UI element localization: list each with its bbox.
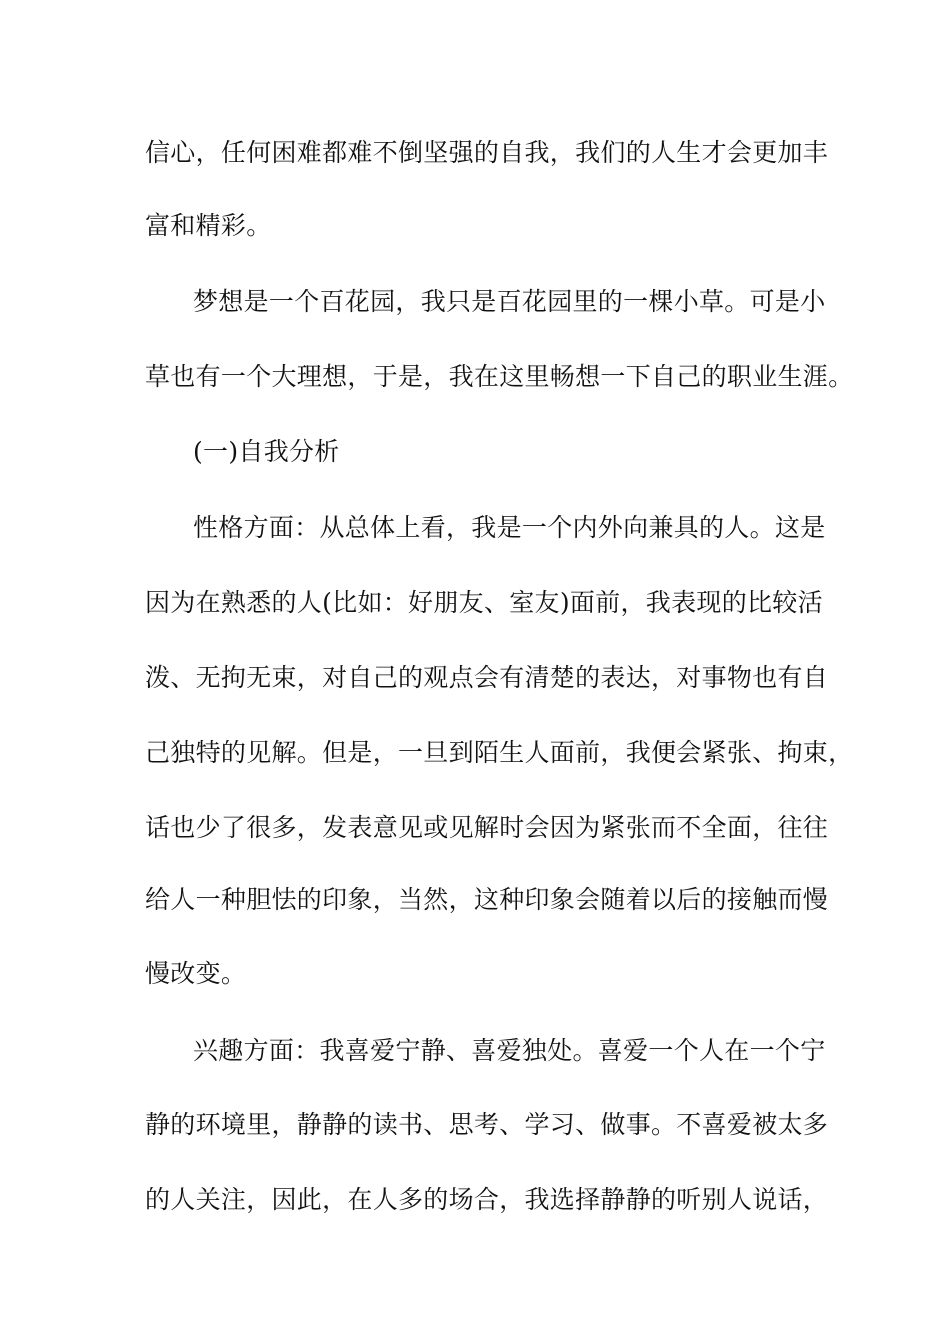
paragraph-start-line: 性格方面：从总体上看，我是一个内外向兼具的人。这是 — [193, 513, 826, 542]
text-line: 富和精彩。 — [145, 211, 272, 240]
text-line: 慢改变。 — [145, 959, 247, 988]
text-line: 己独特的见解。但是，一旦到陌生人面前，我便会紧张、拘束， — [145, 738, 854, 767]
text-line: 静的环境里，静静的读书、思考、学习、做事。不喜爱被太多 — [145, 1110, 829, 1139]
text-line: 草也有一个大理想，于是，我在这里畅想一下自己的职业生涯。 — [145, 362, 854, 391]
text-line: 话也少了很多，发表意见或见解时会因为紧张而不全面，往往 — [145, 813, 829, 842]
paragraph-start-line: 兴趣方面：我喜爱宁静、喜爱独处。喜爱一个人在一个宁 — [193, 1036, 826, 1065]
text-line: 的人关注，因此，在人多的场合，我选择静静的听别人说话， — [145, 1185, 829, 1214]
section-heading: (一)自我分析 — [193, 437, 340, 466]
text-line: 泼、无拘无束，对自己的观点会有清楚的表达，对事物也有自 — [145, 663, 829, 692]
paragraph-start-line: 梦想是一个百花园，我只是百花园里的一棵小草。可是小 — [193, 287, 826, 316]
text-line: 因为在熟悉的人(比如：好朋友、室友)面前，我表现的比较活 — [145, 588, 823, 617]
text-line: 信心，任何困难都难不倒坚强的自我，我们的人生才会更加丰 — [145, 138, 829, 167]
text-line: 给人一种胆怯的印象，当然，这种印象会随着以后的接触而慢 — [145, 885, 829, 914]
